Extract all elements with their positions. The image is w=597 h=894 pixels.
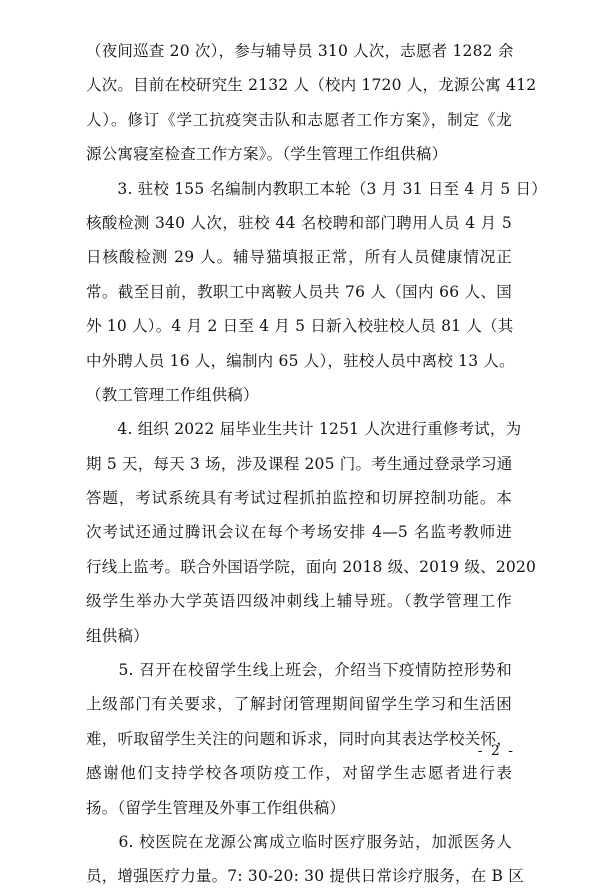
text-line: 外 10 人）。4 月 2 日至 4 月 5 日新入校驻校人员 81 人（其	[86, 317, 514, 336]
document-body	[86, 34, 547, 894]
text-line: 4. 组织 2022 届毕业生共计 1251 人次进行重修考试，为	[86, 420, 522, 439]
text-line: 3. 驻校 155 名编制内教职工本轮（3 月 31 日至 4 月 5 日）	[86, 179, 547, 198]
text-line: 核酸检测 340 人次，驻校 44 名校聘和部门聘用人员 4 月 5	[86, 213, 512, 232]
text-line: 行线上监考。联合外国语学院，面向 2018 级、2019 级、2020	[86, 557, 537, 576]
text-line: 人次。目前在校研究生 2132 人（校内 1720 人，龙源公寓 412	[86, 76, 537, 95]
text-line: 期 5 天，每天 3 场，涉及课程 205 门。考生通过登录学习通	[86, 454, 513, 473]
text-line: 5. 召开在校留学生线上班会，介绍当下疫情防控形势和	[86, 661, 512, 680]
text-line: 上级部门有关要求，了解封闭管理期间留学生学习和生活困	[86, 695, 512, 714]
text-line: 答题，考试系统具有考试过程抓拍监控和切屏控制功能。本	[86, 489, 512, 508]
text-line: 常。截至目前，教职工中离鞍人员共 76 人（国内 66 人、国	[86, 282, 512, 301]
text-line: 级学生举办大学英语四级冲刺线上辅导班。（教学管理工作	[86, 592, 512, 611]
text-line: 感谢他们支持学校各项防疫工作，对留学生志愿者进行表	[86, 764, 512, 783]
text-line: 难，听取留学生关注的问题和诉求，同时向其表达学校关怀，	[86, 729, 512, 748]
text-line: 人）。修订《学工抗疫突击队和志愿者工作方案》，制定《龙	[86, 110, 512, 129]
text-line: 源公寓寝室检查工作方案》。（学生管理工作组供稿）	[86, 145, 448, 164]
text-line: 6. 校医院在龙源公寓成立临时医疗服务站，加派医务人	[86, 832, 512, 851]
text-line: 次考试还通过腾讯会议在每个考场安排 4—5 名监考教师进	[86, 523, 512, 542]
text-line: 日核酸检测 29 人。辅导猫填报正常，所有人员健康情况正	[86, 248, 512, 267]
text-line: 员，增强医疗力量。7: 30-20: 30 提供日常诊疗服务，在 B 区	[86, 867, 524, 886]
text-line: 中外聘人员 16 人，编制内 65 人），驻校人员中离校 13 人。	[86, 351, 515, 370]
text-line: （夜间巡查 20 次），参与辅导员 310 人次，志愿者 1282 余	[86, 42, 514, 60]
text-line: 扬。（留学生管理及外事工作组供稿）	[86, 798, 346, 817]
page-number: - 2 -	[477, 743, 515, 759]
text-line: 组供稿）	[86, 626, 149, 645]
text-line: （教工管理工作组供稿）	[86, 385, 259, 404]
